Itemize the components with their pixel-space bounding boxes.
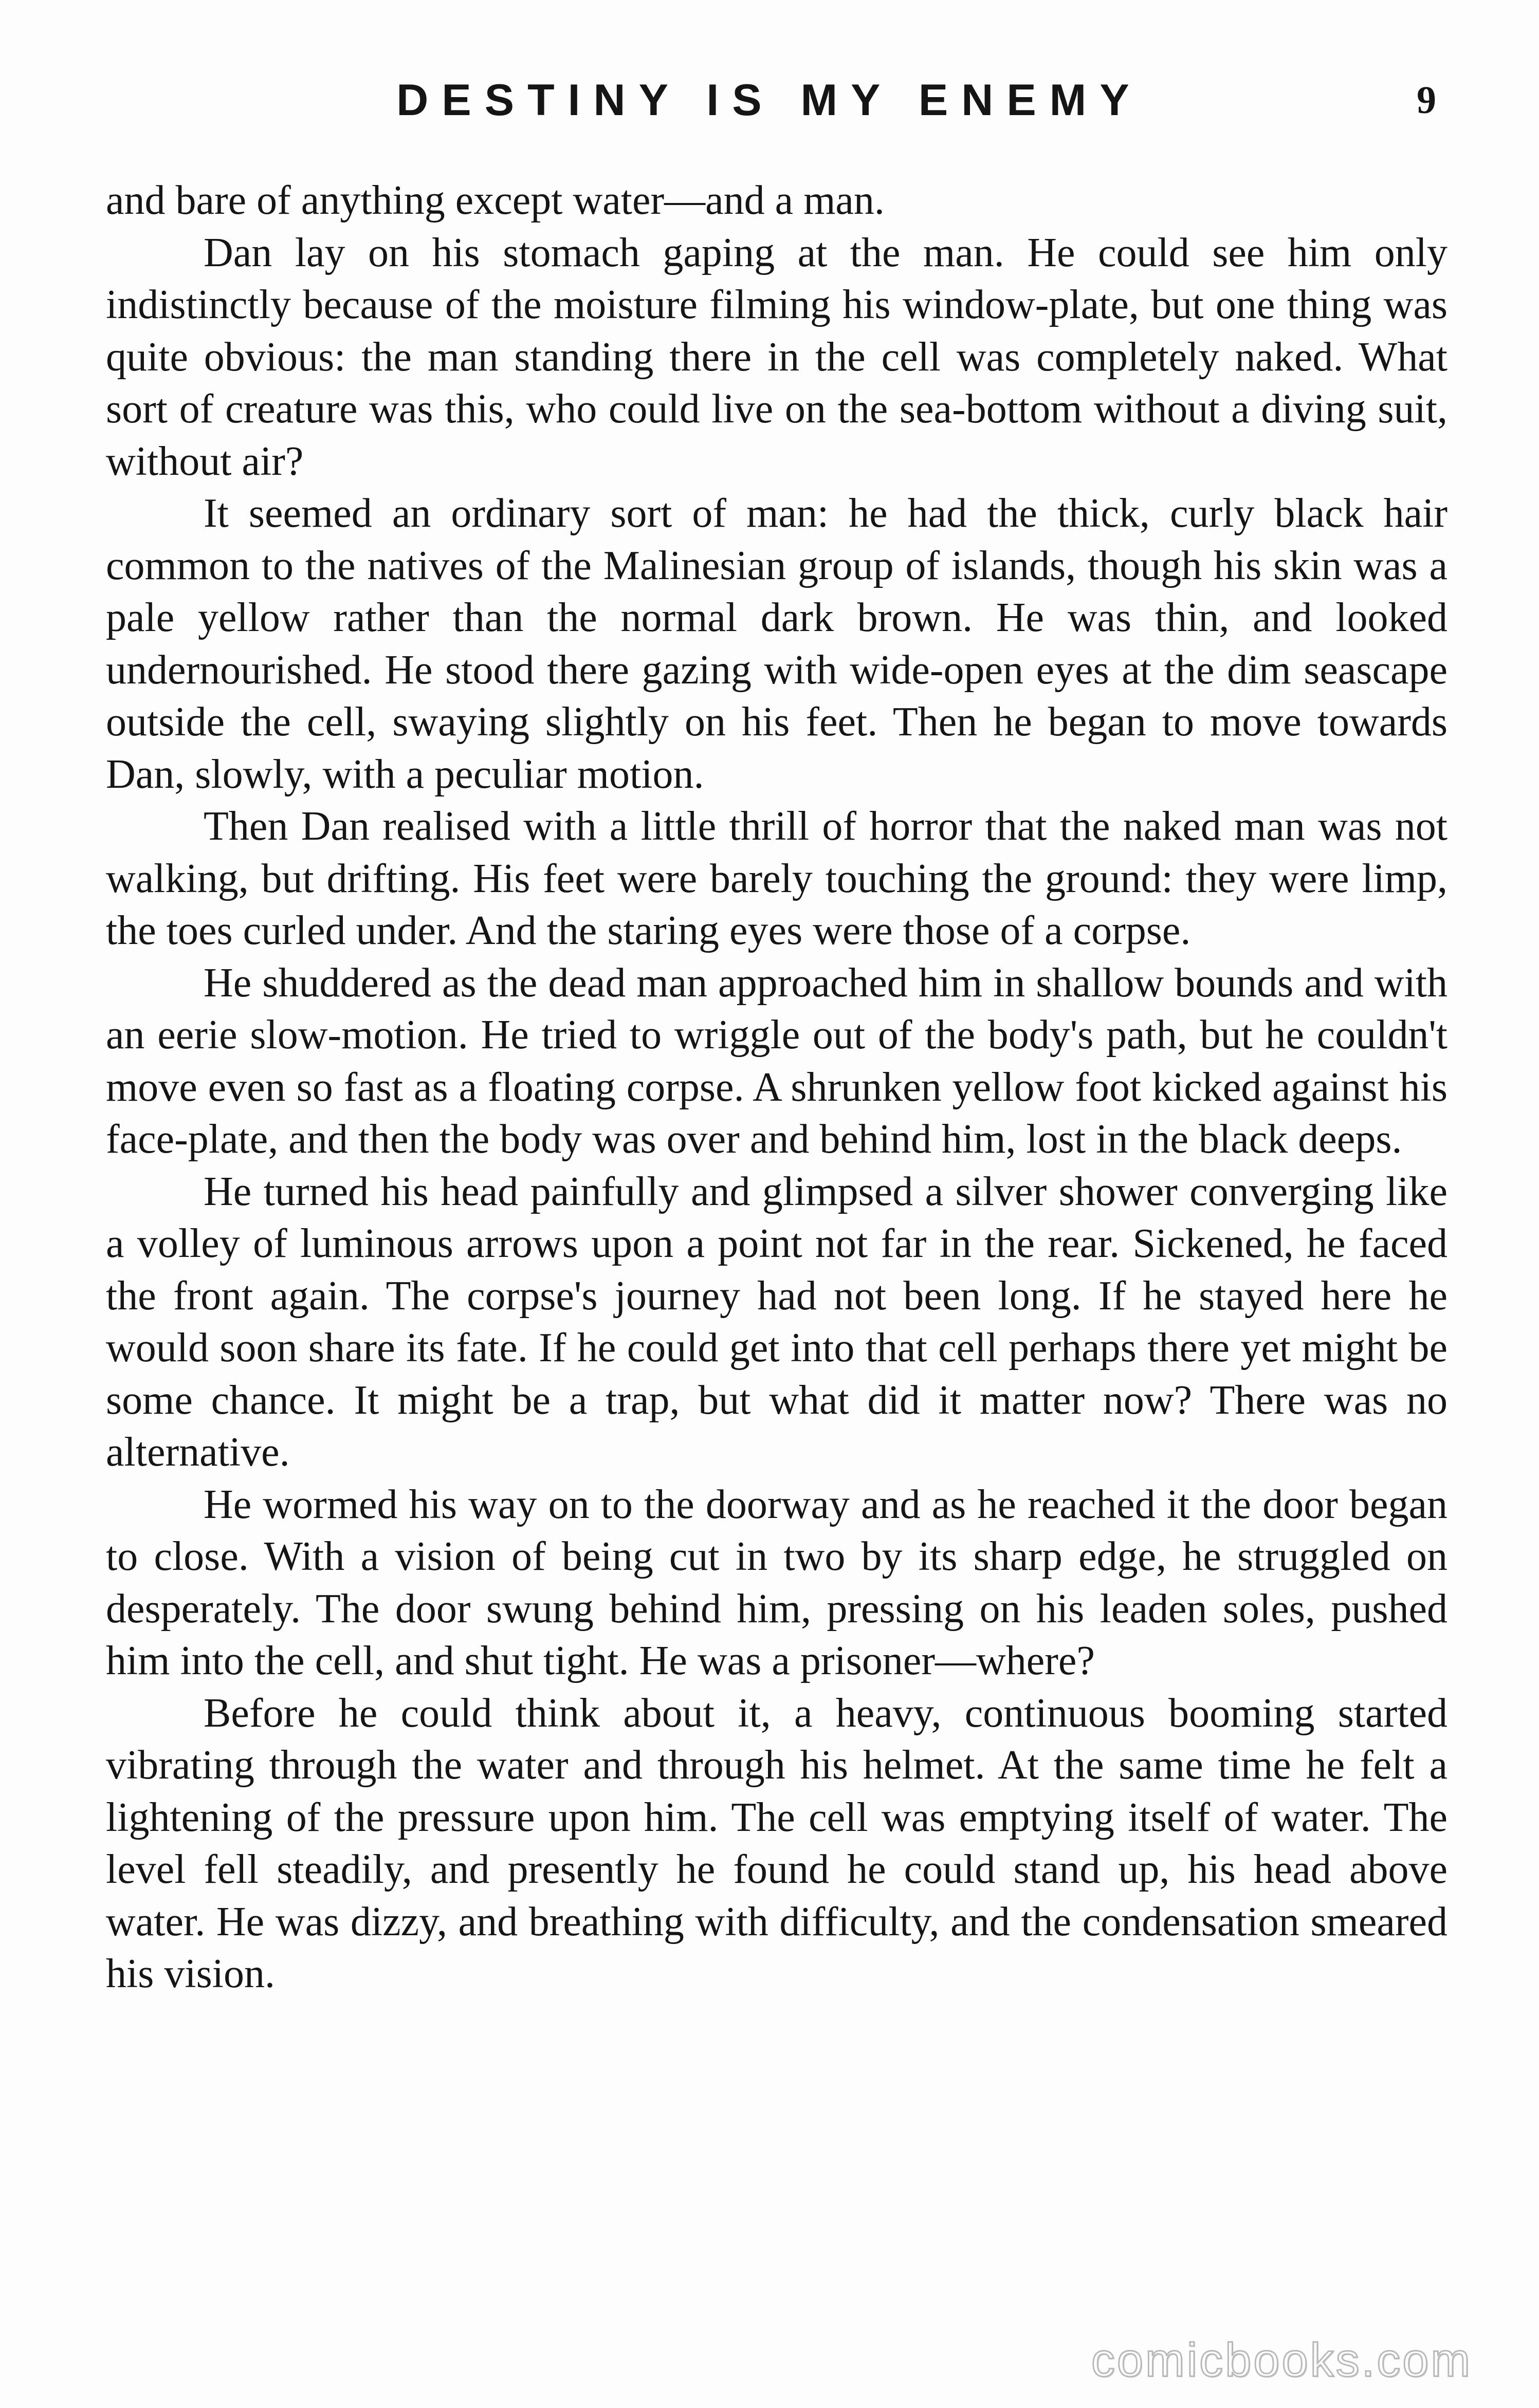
paragraph: He shuddered as the dead man approached him in shallow bounds and with an eerie slow-motion. He tried to wriggle out of the body's path, but he couldn't move even so fast as a floating corpse. A shrunken yellow foot kicked against his face-plate, and then the body was over and behind him, lost in the black deeps. — [106, 960, 1448, 1162]
paragraph: He turned his head painfully and glimpsed a silver shower converging like a volley of luminous arrows upon a point not far in the rear. Sickened, he faced the front again. The corpse's journey had not been long. If he stayed here he would soon share its fate. If he could get into that cell perhaps there yet might be some chance. It might be a trap, but what did it matter now? There was no alternative. — [106, 1169, 1448, 1475]
body-text — [106, 175, 1448, 2001]
running-title: DESTINY IS MY ENEMY — [396, 76, 1143, 125]
page-header — [103, 72, 1436, 128]
paragraph: He wormed his way on to the doorway and as he reached it the door began to close. With a vision of being cut in two by its sharp edge, he struggled on desperately. The door swung behind him, pressing on his leaden soles, pushed him into the cell, and shut tight. He was a prisoner—where? — [106, 1481, 1448, 1683]
page-number: 9 — [1417, 79, 1436, 122]
paragraph: Then Dan realised with a little thrill of horror that the naked man was not walking, but drifting. His feet were barely touching the ground: they were limp, the toes curled under. And the staring eyes were those of a corpse. — [106, 804, 1448, 953]
watermark: comicbooks.com — [1091, 2334, 1472, 2386]
paragraph: Dan lay on his stomach gaping at the man. He could see him only indistinctly because of the moisture filming his window-plate, but one thing was quite obvious: the man standing there in the cell was completely naked. What sort of creature was this, who could live on the sea-bottom without a diving suit, without air? — [106, 230, 1448, 484]
paragraph-continued: and bare of anything except water—and a man. — [106, 178, 885, 223]
paragraph: It seemed an ordinary sort of man: he had the thick, curly black hair common to the natives of the Malinesian group of islands, though his skin was a pale yellow rather than the normal dark brown. He was thin, and looked undernourished. He stood there gazing with wide-open eyes at the dim seascape outside the cell, swaying slightly on his feet. Then he began to move towards Dan, slowly, with a peculiar motion. — [106, 491, 1448, 797]
paragraph: Before he could think about it, a heavy, continuous booming started vibrating through the water and through his helmet. At the same time he felt a lightening of the pressure upon him. The cell was emptying itself of water. The level fell steadily, and presently he found he could stand up, his head above water. He was dizzy, and breathing with difficulty, and the condensation smeared his vision. — [106, 1690, 1448, 1996]
